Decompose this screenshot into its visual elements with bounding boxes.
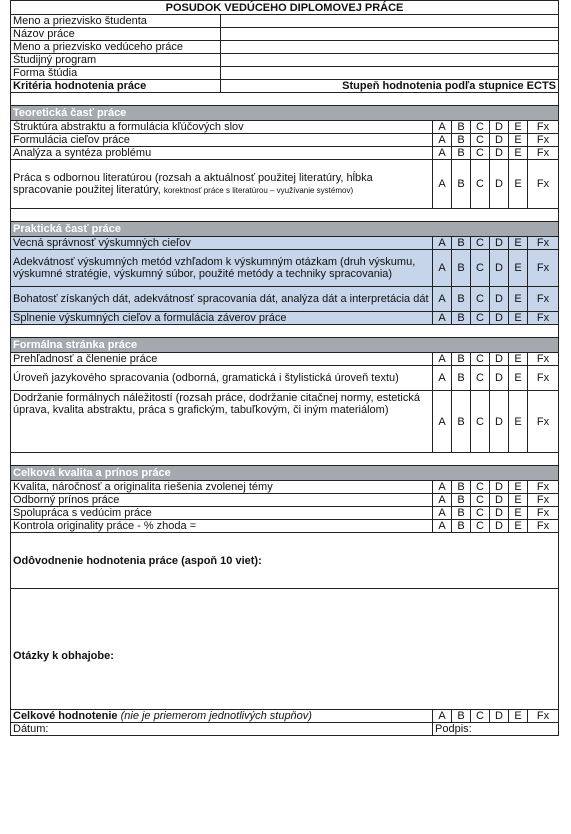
criterion-label: Dodržanie formálnych náležitostí (rozsah práce, dodržanie citačnej normy, estetická úprava, kvalita abstraktu, práca s grafickým, tabuľkovým, či iným materiálom) <box>11 391 433 453</box>
grade-option-c[interactable]: C <box>471 134 490 147</box>
grade-option-d[interactable]: D <box>490 121 509 134</box>
student-name-field[interactable] <box>221 15 559 28</box>
criterion-label: Vecná správnosť výskumných cieľov <box>11 237 433 250</box>
criterion-row <box>11 160 559 209</box>
section-title-overall: Celková kvalita a prínos práce <box>11 466 559 481</box>
justification-field[interactable] <box>11 533 559 589</box>
criteria-header-left: Kritéria hodnotenia práce <box>11 80 221 93</box>
criterion-row <box>11 250 559 287</box>
study-form-field[interactable] <box>221 67 559 80</box>
criterion-row <box>11 287 559 312</box>
criterion-label: Adekvátnosť výskumných metód vzhľadom k výskumným otázkam (druh výskumu, výskumné stratégie, výskumný súbor, použité metódy a techniky spracovania) <box>11 250 433 287</box>
grade-option-b[interactable]: B <box>452 481 471 494</box>
supervisor-name-field[interactable] <box>221 41 559 54</box>
criterion-label <box>11 160 433 209</box>
grade-option-b[interactable]: B <box>452 710 471 723</box>
grade-option-b[interactable]: B <box>452 494 471 507</box>
grade-option-a[interactable]: A <box>433 134 452 147</box>
grade-option-c[interactable]: C <box>471 366 490 391</box>
criterion-label: Splnenie výskumných cieľov a formulácia záverov práce <box>11 312 433 325</box>
final-eval-note: (nie je priemerom jednotlivých stupňov) <box>120 710 312 722</box>
criterion-row <box>11 312 559 325</box>
criterion-label: Odborný prínos práce <box>11 494 433 507</box>
grade-option-a[interactable]: A <box>433 237 452 250</box>
grade-option-c[interactable]: C <box>471 312 490 325</box>
grade-option-e[interactable]: E <box>509 710 528 723</box>
grade-option-a[interactable]: A <box>433 287 452 312</box>
grade-option-a[interactable]: A <box>433 121 452 134</box>
grade-option-b[interactable]: B <box>452 147 471 160</box>
grade-option-fx[interactable]: Fx <box>528 391 559 453</box>
grade-option-c[interactable]: C <box>471 391 490 453</box>
criterion-label-small: korektnosť práce s literatúrou – využívanie systémov) <box>163 185 354 195</box>
grade-option-e[interactable]: E <box>509 134 528 147</box>
criterion-label: Úroveň jazykového spracovania (odborná, gramatická i štylistická úroveň textu) <box>11 366 433 391</box>
criteria-header-row <box>11 80 559 93</box>
grade-option-fx[interactable]: Fx <box>528 353 559 366</box>
grade-option-b[interactable]: B <box>452 507 471 520</box>
grade-option-a[interactable]: A <box>433 481 452 494</box>
grade-option-e[interactable]: E <box>509 160 528 209</box>
grade-option-d[interactable]: D <box>490 710 509 723</box>
criterion-row <box>11 507 559 520</box>
criterion-label: Štruktúra abstraktu a formulácia kľúčových slov <box>11 121 433 134</box>
criterion-label: Formulácia cieľov práce <box>11 134 433 147</box>
grade-option-b[interactable]: B <box>452 121 471 134</box>
date-signature-row <box>11 723 559 736</box>
meta-label: Meno a priezvisko študenta <box>11 15 221 28</box>
grade-option-a[interactable]: A <box>433 494 452 507</box>
justification-label: Odôvodnenie hodnotenia práce (aspoň 10 viet): <box>13 554 262 567</box>
grade-option-b[interactable]: B <box>452 520 471 533</box>
grade-option-d[interactable]: D <box>490 237 509 250</box>
grade-option-a[interactable]: A <box>433 160 452 209</box>
grade-option-fx[interactable]: Fx <box>528 366 559 391</box>
grade-option-b[interactable]: B <box>452 134 471 147</box>
grade-option-d[interactable]: D <box>490 250 509 287</box>
grade-option-d[interactable]: D <box>490 147 509 160</box>
grade-option-fx[interactable]: Fx <box>528 134 559 147</box>
grade-option-b[interactable]: B <box>452 287 471 312</box>
evaluation-form-table <box>10 0 559 736</box>
criterion-row <box>11 494 559 507</box>
grade-option-e[interactable]: E <box>509 287 528 312</box>
grade-option-fx[interactable]: Fx <box>528 710 559 723</box>
grade-option-e[interactable]: E <box>509 507 528 520</box>
grade-option-a[interactable]: A <box>433 710 452 723</box>
criterion-label: Bohatosť získaných dát, adekvátnosť spracovania dát, analýza dát a interpretácia dát <box>11 287 433 312</box>
signature-label: Podpis: <box>435 723 472 735</box>
grade-option-a[interactable]: A <box>433 312 452 325</box>
grade-option-c[interactable]: C <box>471 147 490 160</box>
signature-field[interactable] <box>433 723 559 736</box>
meta-row-program <box>11 54 559 67</box>
final-eval-title: Celkové hodnotenie <box>13 710 118 722</box>
grade-option-d[interactable]: D <box>490 312 509 325</box>
section-title-formal: Formálna stránka práce <box>11 338 559 353</box>
meta-label: Študijný program <box>11 54 221 67</box>
meta-label: Názov práce <box>11 28 221 41</box>
criterion-row <box>11 366 559 391</box>
grade-option-fx[interactable]: Fx <box>528 494 559 507</box>
criterion-row <box>11 520 559 533</box>
criterion-label: Analýza a syntéza problému <box>11 147 433 160</box>
final-eval-label <box>11 710 433 723</box>
date-label: Dátum: <box>13 723 49 735</box>
grade-option-d[interactable]: D <box>490 507 509 520</box>
grade-option-a[interactable]: A <box>433 250 452 287</box>
meta-label: Forma štúdia <box>11 67 221 80</box>
criterion-label: Kontrola originality práce - % zhoda = <box>11 520 433 533</box>
final-eval-row <box>11 710 559 723</box>
questions-label: Otázky k obhajobe: <box>13 650 114 662</box>
grade-option-d[interactable]: D <box>490 160 509 209</box>
grade-option-c[interactable]: C <box>471 481 490 494</box>
grade-option-c[interactable]: C <box>471 160 490 209</box>
criterion-label: Kvalita, náročnosť a originalita riešenia zvolenej témy <box>11 481 433 494</box>
criterion-label-main: Práca s odbornou literatúrou (rozsah a aktuálnosť použitej literatúry, hĺbka spracovanie použitej literatúry, <box>13 171 373 196</box>
grade-option-fx[interactable]: Fx <box>528 250 559 287</box>
grade-option-c[interactable]: C <box>471 121 490 134</box>
grade-option-e[interactable]: E <box>509 121 528 134</box>
section-title-theoretical: Teoretická časť práce <box>11 106 559 121</box>
grade-option-d[interactable]: D <box>490 353 509 366</box>
grade-option-e[interactable]: E <box>509 481 528 494</box>
grade-option-c[interactable]: C <box>471 507 490 520</box>
grade-option-d[interactable]: D <box>490 287 509 312</box>
grade-option-b[interactable]: B <box>452 312 471 325</box>
criterion-row <box>11 391 559 453</box>
grade-option-c[interactable]: C <box>471 710 490 723</box>
grade-option-fx[interactable]: Fx <box>528 147 559 160</box>
criterion-row <box>11 147 559 160</box>
grade-option-d[interactable]: D <box>490 366 509 391</box>
justification-row <box>11 533 559 589</box>
questions-row <box>11 589 559 710</box>
grade-option-a[interactable]: A <box>433 366 452 391</box>
grade-option-fx[interactable]: Fx <box>528 121 559 134</box>
spacer <box>11 325 559 338</box>
grade-option-b[interactable]: B <box>452 160 471 209</box>
grade-option-c[interactable]: C <box>471 287 490 312</box>
grade-option-e[interactable]: E <box>509 312 528 325</box>
grade-option-d[interactable]: D <box>490 520 509 533</box>
grade-option-fx[interactable]: Fx <box>528 312 559 325</box>
grade-option-b[interactable]: B <box>452 237 471 250</box>
grade-option-e[interactable]: E <box>509 494 528 507</box>
grade-option-b[interactable]: B <box>452 391 471 453</box>
criterion-label: Spolupráca s vedúcim práce <box>11 507 433 520</box>
grade-option-e[interactable]: E <box>509 353 528 366</box>
grade-option-d[interactable]: D <box>490 391 509 453</box>
section-title-practical: Praktická časť práce <box>11 222 559 237</box>
form-title: POSUDOK VEDÚCEHO DIPLOMOVEJ PRÁCE <box>11 1 559 15</box>
grade-option-a[interactable]: A <box>433 147 452 160</box>
meta-row-thesis-title <box>11 28 559 41</box>
meta-row-supervisor <box>11 41 559 54</box>
study-program-field[interactable] <box>221 54 559 67</box>
grade-option-c[interactable]: C <box>471 353 490 366</box>
thesis-title-field[interactable] <box>221 28 559 41</box>
meta-label: Meno a priezvisko vedúceho práce <box>11 41 221 54</box>
grade-option-c[interactable]: C <box>471 520 490 533</box>
grade-option-fx[interactable]: Fx <box>528 481 559 494</box>
meta-row-form <box>11 67 559 80</box>
grade-option-c[interactable]: C <box>471 250 490 287</box>
grade-option-fx[interactable]: Fx <box>528 507 559 520</box>
criterion-label: Prehľadnosť a členenie práce <box>11 353 433 366</box>
grade-option-e[interactable]: E <box>509 237 528 250</box>
criterion-row <box>11 353 559 366</box>
criterion-row <box>11 481 559 494</box>
grade-option-c[interactable]: C <box>471 237 490 250</box>
grade-option-e[interactable]: E <box>509 391 528 453</box>
grade-option-fx[interactable]: Fx <box>528 287 559 312</box>
grade-option-e[interactable]: E <box>509 366 528 391</box>
grade-option-a[interactable]: A <box>433 391 452 453</box>
grade-option-e[interactable]: E <box>509 147 528 160</box>
grade-option-a[interactable]: A <box>433 353 452 366</box>
spacer <box>11 93 559 106</box>
spacer <box>11 209 559 222</box>
criterion-row <box>11 237 559 250</box>
grade-option-b[interactable]: B <box>452 353 471 366</box>
criteria-header-right: Stupeň hodnotenia podľa stupnice ECTS <box>221 80 559 93</box>
grade-option-c[interactable]: C <box>471 494 490 507</box>
criterion-row <box>11 121 559 134</box>
grade-option-fx[interactable]: Fx <box>528 160 559 209</box>
grade-option-e[interactable]: E <box>509 250 528 287</box>
grade-option-b[interactable]: B <box>452 366 471 391</box>
grade-option-e[interactable]: E <box>509 520 528 533</box>
date-field[interactable] <box>11 723 433 736</box>
meta-row-student <box>11 15 559 28</box>
grade-option-fx[interactable]: Fx <box>528 520 559 533</box>
questions-field[interactable] <box>11 589 559 710</box>
grade-option-b[interactable]: B <box>452 250 471 287</box>
grade-option-a[interactable]: A <box>433 507 452 520</box>
grade-option-d[interactable]: D <box>490 494 509 507</box>
grade-option-d[interactable]: D <box>490 481 509 494</box>
grade-option-fx[interactable]: Fx <box>528 237 559 250</box>
spacer <box>11 453 559 466</box>
grade-option-d[interactable]: D <box>490 134 509 147</box>
criterion-row <box>11 134 559 147</box>
grade-option-a[interactable]: A <box>433 520 452 533</box>
